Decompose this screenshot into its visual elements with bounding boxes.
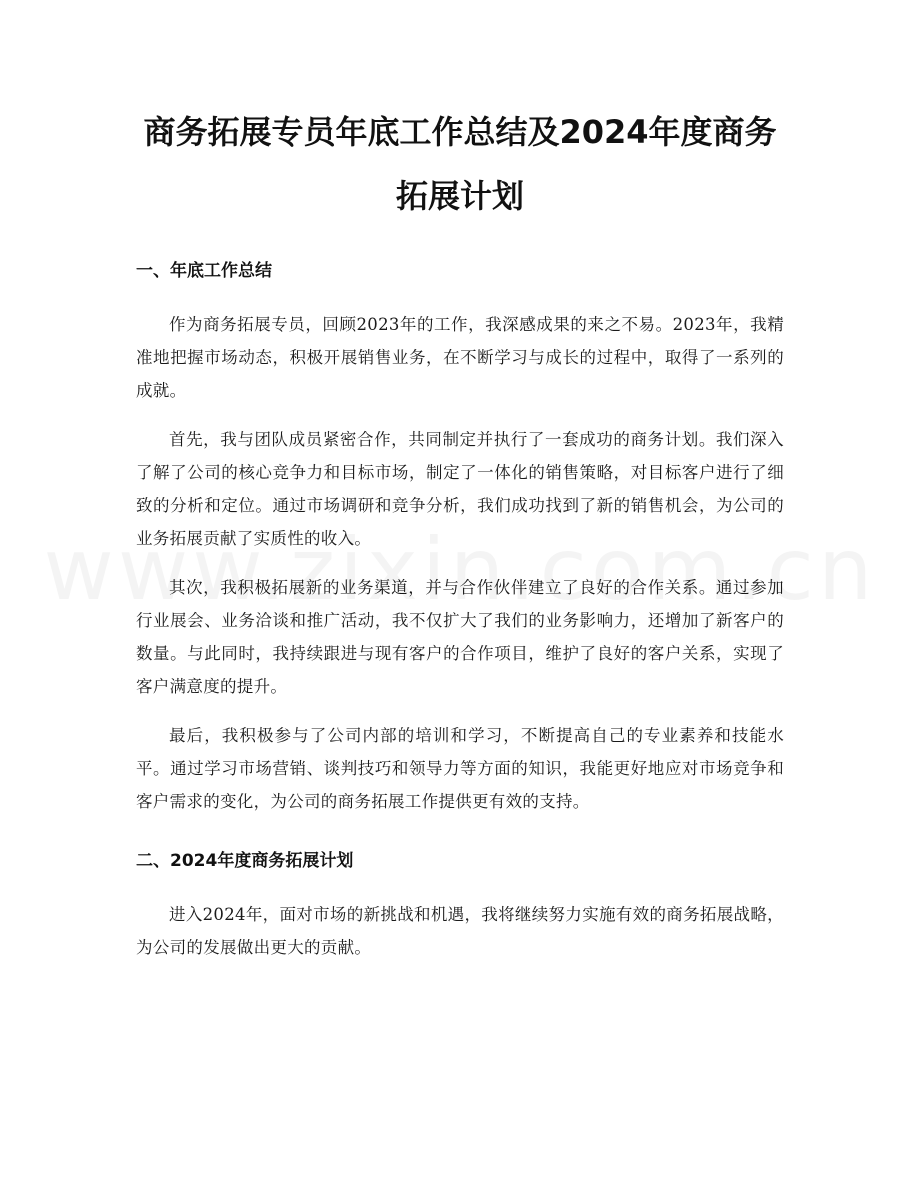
section-summary (136, 258, 784, 818)
paragraph: 其次，我积极拓展新的业务渠道，并与合作伙伴建立了良好的合作关系。通过参加行业展会、业务洽谈和推广活动，我不仅扩大了我们的业务影响力，还增加了新客户的数量。与此同时，我持续跟进与现有客户的合作项目，维护了良好的客户关系，实现了客户满意度的提升。 (136, 578, 784, 696)
section-heading: 一、年底工作总结 (136, 261, 272, 281)
section-heading: 二、2024年度商务拓展计划 (136, 851, 354, 871)
section-plan (136, 848, 784, 964)
paragraph: 进入2024年，面对市场的新挑战和机遇，我将继续努力实施有效的商务拓展战略，为公司的发展做出更大的贡献。 (136, 905, 784, 957)
paragraph: 最后，我积极参与了公司内部的培训和学习，不断提高自己的专业素养和技能水平。通过学习市场营销、谈判技巧和领导力等方面的知识，我能更好地应对市场竞争和客户需求的变化，为公司的商务拓展工作提供更有效的支持。 (136, 726, 784, 811)
paragraph: 作为商务拓展专员，回顾2023年的工作，我深感成果的来之不易。2023年，我精准地把握市场动态，积极开展销售业务，在不断学习与成长的过程中，取得了一系列的成就。 (136, 315, 784, 400)
document-title: 商务拓展专员年底工作总结及2024年度商务拓展计划 (143, 113, 777, 215)
paragraph: 首先，我与团队成员紧密合作，共同制定并执行了一套成功的商务计划。我们深入了解了公司的核心竞争力和目标市场，制定了一体化的销售策略，对目标客户进行了细致的分析和定位。通过市场调研和竞争分析，我们成功找到了新的销售机会，为公司的业务拓展贡献了实质性的收入。 (136, 430, 784, 548)
